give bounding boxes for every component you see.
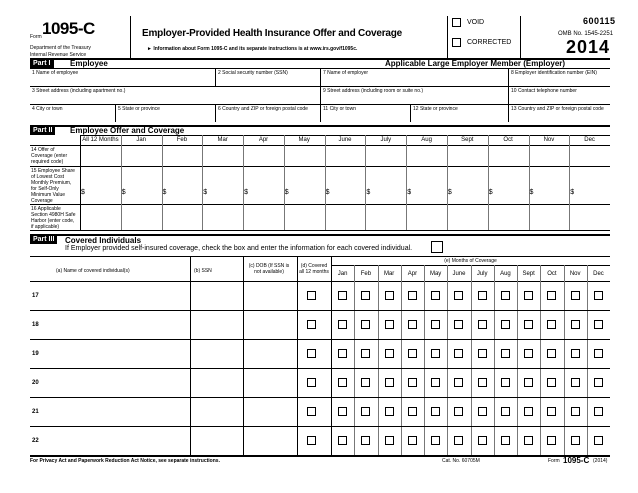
covered-month-checkbox[interactable] [408, 320, 417, 329]
footer-year: (2014) [593, 458, 608, 464]
row15-dollar-5[interactable]: $ [284, 189, 289, 196]
p2-col-header-11: Nov [543, 137, 555, 143]
field13-employer-country-zip[interactable]: 13 Country and ZIP or foreign postal code [511, 106, 604, 112]
part1-employer-title: Applicable Large Employer Member (Employer) [385, 59, 566, 68]
row-number-18: 18 [32, 322, 39, 328]
col-b-header: (b) SSN [194, 268, 212, 274]
row15-dollar-6[interactable]: $ [325, 189, 330, 196]
covered-month-checkbox[interactable] [431, 436, 440, 445]
covered-month-checkbox[interactable] [594, 349, 603, 358]
covered-month-checkbox[interactable] [478, 291, 487, 300]
covered-month-checkbox[interactable] [408, 436, 417, 445]
covered-month-checkbox[interactable] [478, 349, 487, 358]
covered-all-12-checkbox[interactable] [307, 407, 316, 416]
row15-label: 15 Employee Share of Lowest Cost Monthly Premium, for Self-Only Minimum Value Coverage [31, 168, 75, 204]
row-number-22: 22 [32, 438, 39, 444]
part2-title: Employee Offer and Coverage [70, 126, 185, 135]
covered-month-checkbox[interactable] [501, 407, 510, 416]
covered-month-checkbox[interactable] [524, 378, 533, 387]
field5-state[interactable]: 5 State or province [118, 106, 160, 112]
p2-col-header-12: Dec [584, 137, 595, 143]
covered-month-checkbox[interactable] [478, 378, 487, 387]
covered-all-12-checkbox[interactable] [307, 320, 316, 329]
row15-dollar-8[interactable]: $ [407, 189, 412, 196]
row16-cell-8[interactable] [407, 205, 446, 229]
covered-all-12-checkbox[interactable] [307, 378, 316, 387]
row16-cell-11[interactable] [530, 205, 569, 229]
p3-month-5: June [452, 271, 466, 277]
form-number: 1095-C [42, 19, 95, 38]
p2-col-header-1: Jan [136, 137, 147, 143]
col-c-header: (c) DOB (If SSN is not available) [248, 263, 290, 275]
p2-col-header-0: All 12 Months [82, 137, 119, 143]
covered-month-checkbox[interactable] [431, 320, 440, 329]
field11-employer-city[interactable]: 11 City or town [323, 106, 356, 112]
row15-dollar-11[interactable]: $ [529, 189, 534, 196]
row14-cell-0[interactable] [81, 146, 120, 165]
covered-dob-input[interactable] [245, 283, 295, 308]
covered-all-12-checkbox[interactable] [307, 291, 316, 300]
department-label: Department of the Treasury [30, 45, 91, 51]
part3-title: Covered Individuals [65, 236, 142, 245]
void-label: VOID [467, 19, 485, 26]
col-a-header: (a) Name of covered individual(s) [56, 268, 130, 274]
covered-name-input[interactable] [44, 341, 188, 366]
covered-month-checkbox[interactable] [594, 407, 603, 416]
row16-cell-1[interactable] [122, 205, 161, 229]
covered-month-checkbox[interactable] [431, 407, 440, 416]
covered-month-checkbox[interactable] [571, 378, 580, 387]
row15-dollar-4[interactable]: $ [244, 189, 248, 196]
covered-month-checkbox[interactable] [501, 378, 510, 387]
info-line: ► Information about Form 1095-C and its separate instructions is at www.irs.gov/f1095c. [147, 46, 358, 52]
covered-month-checkbox[interactable] [385, 436, 394, 445]
covered-month-checkbox[interactable] [361, 436, 370, 445]
p3-month-8: Sept [522, 271, 535, 277]
row16-cell-7[interactable] [366, 205, 405, 229]
covered-month-checkbox[interactable] [594, 320, 603, 329]
field4-city[interactable]: 4 City or town [32, 106, 63, 112]
row16-cell-4[interactable] [244, 205, 283, 229]
covered-month-checkbox[interactable] [501, 320, 510, 329]
field9-employer-street[interactable]: 9 Street address (including room or suite no.) [323, 88, 424, 94]
privacy-notice: For Privacy Act and Paperwork Reduction Act Notice, see separate instructions. [30, 458, 220, 464]
row16-cell-2[interactable] [163, 205, 202, 229]
part3-instruction: If Employer provided self-insured coverage, check the box and enter the information for each covered individual. [65, 245, 413, 252]
row14-cell-8[interactable] [407, 146, 446, 165]
row-number-20: 20 [32, 380, 39, 386]
covered-month-checkbox[interactable] [385, 349, 394, 358]
self-insured-checkbox[interactable] [431, 241, 443, 253]
covered-name-input[interactable] [44, 283, 188, 308]
covered-month-checkbox[interactable] [524, 436, 533, 445]
covered-month-checkbox[interactable] [524, 407, 533, 416]
covered-month-checkbox[interactable] [547, 407, 556, 416]
p3-month-7: Aug [500, 271, 511, 277]
field2-ssn[interactable]: 2 Social security number (SSN) [218, 70, 288, 76]
footer-form-word: Form [548, 458, 560, 464]
covered-name-input[interactable] [44, 370, 188, 395]
covered-month-checkbox[interactable] [594, 291, 603, 300]
row15-dollar-1[interactable]: $ [121, 189, 126, 196]
covered-month-checkbox[interactable] [571, 349, 580, 358]
row-number-17: 17 [32, 293, 39, 299]
covered-ssn-input[interactable] [192, 341, 241, 366]
row16-cell-6[interactable] [326, 205, 365, 229]
form-word: Form [30, 34, 42, 40]
covered-name-input[interactable] [44, 428, 188, 453]
p2-col-header-8: Aug [421, 137, 432, 143]
covered-month-checkbox[interactable] [594, 436, 603, 445]
row14-cell-7[interactable] [366, 146, 405, 165]
part3-label: Part III [30, 235, 57, 244]
covered-month-checkbox[interactable] [547, 320, 556, 329]
p3-month-4: May [429, 271, 442, 277]
covered-month-checkbox[interactable] [454, 349, 463, 358]
covered-month-checkbox[interactable] [361, 378, 370, 387]
covered-month-checkbox[interactable] [547, 436, 556, 445]
p2-col-header-6: June [338, 137, 352, 143]
omb-number: OMB No. 1545-2251 [558, 31, 614, 37]
row14-cell-10[interactable] [489, 146, 528, 165]
p3-month-6: July [476, 271, 488, 277]
cat-number: Cat. No. 60705M [442, 458, 480, 464]
covered-dob-input[interactable] [245, 341, 295, 366]
row15-dollar-10[interactable]: $ [488, 189, 493, 196]
p3-month-9: Oct [547, 271, 557, 277]
row15-dollar-2[interactable]: $ [162, 189, 167, 196]
field10-telephone[interactable]: 10 Contact telephone number [511, 88, 577, 94]
field6-country-zip[interactable]: 6 Country and ZIP or foreign postal code [218, 106, 308, 112]
p2-col-header-5: May [298, 137, 310, 143]
covered-month-checkbox[interactable] [454, 407, 463, 416]
row14-cell-2[interactable] [163, 146, 202, 165]
corrected-label: CORRECTED [467, 39, 512, 46]
covered-dob-input[interactable] [245, 428, 295, 453]
covered-month-checkbox[interactable] [408, 349, 417, 358]
row14-cell-4[interactable] [244, 146, 283, 165]
part1-label: Part I [30, 59, 54, 68]
covered-month-checkbox[interactable] [571, 436, 580, 445]
field12-employer-state[interactable]: 12 State or province [413, 106, 458, 112]
covered-month-checkbox[interactable] [338, 378, 347, 387]
covered-month-checkbox[interactable] [338, 436, 347, 445]
covered-month-checkbox[interactable] [594, 378, 603, 387]
covered-month-checkbox[interactable] [478, 320, 487, 329]
covered-month-checkbox[interactable] [361, 320, 370, 329]
row14-label: 14 Offer of Coverage (enter required code) [31, 147, 68, 165]
covered-dob-input[interactable] [245, 399, 295, 424]
p3-month-0: Jan [337, 271, 348, 277]
p3-month-11: Dec [593, 271, 604, 277]
covered-month-checkbox[interactable] [524, 349, 533, 358]
covered-month-checkbox[interactable] [408, 407, 417, 416]
covered-month-checkbox[interactable] [571, 291, 580, 300]
col-e-header: (e) Months of Coverage [444, 258, 497, 264]
covered-month-checkbox[interactable] [501, 436, 510, 445]
covered-month-checkbox[interactable] [454, 378, 463, 387]
row16-cell-10[interactable] [489, 205, 528, 229]
covered-month-checkbox[interactable] [361, 349, 370, 358]
corrected-checkbox[interactable] [452, 38, 461, 47]
covered-month-checkbox[interactable] [571, 407, 580, 416]
p3-month-3: Apr [407, 271, 418, 277]
covered-ssn-input[interactable] [192, 399, 241, 424]
covered-month-checkbox[interactable] [478, 407, 487, 416]
covered-month-checkbox[interactable] [454, 436, 463, 445]
covered-month-checkbox[interactable] [385, 291, 394, 300]
field3-street-address[interactable]: 3 Street address (including apartment no.) [32, 88, 126, 94]
covered-month-checkbox[interactable] [385, 378, 394, 387]
row14-cell-6[interactable] [326, 146, 365, 165]
covered-dob-input[interactable] [245, 312, 295, 337]
covered-month-checkbox[interactable] [385, 320, 394, 329]
row15-dollar-0[interactable]: $ [81, 189, 85, 196]
footer-form-number: 1095-C [563, 456, 590, 465]
row14-cell-1[interactable] [122, 146, 161, 165]
covered-month-checkbox[interactable] [501, 349, 510, 358]
covered-month-checkbox[interactable] [454, 291, 463, 300]
p3-month-2: Mar [383, 271, 395, 277]
col-d-header: (d) Covered all 12 months [299, 263, 329, 275]
covered-ssn-input[interactable] [192, 370, 241, 395]
row16-label: 16 Applicable Section 4980H Safe Harbor (enter code, if applicable) [31, 206, 76, 230]
row16-cell-9[interactable] [448, 205, 487, 229]
row16-cell-3[interactable] [203, 205, 242, 229]
row16-cell-0[interactable] [81, 205, 120, 229]
row14-cell-9[interactable] [448, 146, 487, 165]
row15-dollar-3[interactable]: $ [203, 189, 208, 196]
covered-month-checkbox[interactable] [431, 378, 440, 387]
p2-col-header-10: Oct [503, 137, 513, 143]
covered-all-12-checkbox[interactable] [307, 349, 316, 358]
row16-cell-12[interactable] [570, 205, 609, 229]
form-title: Employer-Provided Health Insurance Offer and Coverage [142, 28, 403, 39]
p2-col-header-7: July [380, 137, 392, 143]
covered-month-checkbox[interactable] [547, 349, 556, 358]
row14-cell-12[interactable] [570, 146, 609, 165]
p2-col-header-3: Mar [217, 137, 228, 143]
row16-cell-5[interactable] [285, 205, 324, 229]
covered-month-checkbox[interactable] [338, 407, 347, 416]
covered-month-checkbox[interactable] [385, 407, 394, 416]
p2-col-header-2: Feb [176, 137, 188, 143]
covered-month-checkbox[interactable] [431, 291, 440, 300]
covered-month-checkbox[interactable] [524, 320, 533, 329]
irs-label: Internal Revenue Service [30, 52, 87, 58]
row15-dollar-7[interactable]: $ [366, 189, 371, 196]
p2-col-header-4: Apr [258, 137, 269, 143]
void-checkbox[interactable] [452, 18, 461, 27]
covered-month-checkbox[interactable] [478, 436, 487, 445]
covered-month-checkbox[interactable] [454, 320, 463, 329]
covered-ssn-input[interactable] [192, 312, 241, 337]
p3-month-10: Nov [569, 271, 581, 277]
covered-month-checkbox[interactable] [501, 291, 510, 300]
tax-year: 2014 [566, 37, 611, 57]
part2-label: Part II [30, 126, 55, 135]
row-number-21: 21 [32, 409, 39, 415]
row15-dollar-12[interactable]: $ [570, 189, 575, 196]
field7-employer-name[interactable]: 7 Name of employer [323, 70, 369, 76]
row14-cell-5[interactable] [285, 146, 324, 165]
covered-month-checkbox[interactable] [338, 291, 347, 300]
part1-employee-title: Employee [70, 59, 108, 68]
p3-month-1: Feb [360, 271, 372, 277]
covered-ssn-input[interactable] [192, 283, 241, 308]
covered-month-checkbox[interactable] [547, 291, 556, 300]
row14-cell-3[interactable] [203, 146, 242, 165]
covered-month-checkbox[interactable] [571, 320, 580, 329]
p2-col-header-9: Sept [461, 137, 474, 143]
row15-dollar-9[interactable]: $ [447, 189, 452, 196]
covered-dob-input[interactable] [245, 370, 295, 395]
covered-ssn-input[interactable] [192, 428, 241, 453]
field1-employee-name[interactable]: 1 Name of employee [32, 70, 79, 76]
form-code: 600115 [583, 16, 616, 26]
covered-month-checkbox[interactable] [524, 291, 533, 300]
covered-all-12-checkbox[interactable] [307, 436, 316, 445]
field8-ein[interactable]: 8 Employer identification number (EIN) [511, 70, 597, 76]
covered-month-checkbox[interactable] [431, 349, 440, 358]
covered-month-checkbox[interactable] [547, 378, 556, 387]
row-number-19: 19 [32, 351, 39, 357]
covered-month-checkbox[interactable] [408, 378, 417, 387]
covered-month-checkbox[interactable] [408, 291, 417, 300]
covered-month-checkbox[interactable] [338, 349, 347, 358]
covered-name-input[interactable] [44, 312, 188, 337]
covered-month-checkbox[interactable] [338, 320, 347, 329]
row14-cell-11[interactable] [530, 146, 569, 165]
covered-month-checkbox[interactable] [361, 291, 370, 300]
covered-month-checkbox[interactable] [361, 407, 370, 416]
covered-name-input[interactable] [44, 399, 188, 424]
